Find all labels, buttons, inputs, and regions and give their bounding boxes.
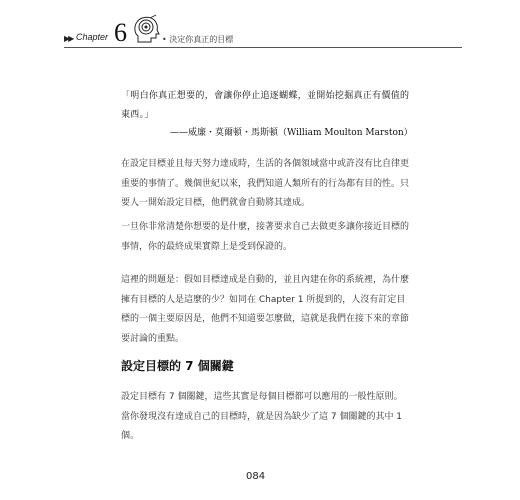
running-header xyxy=(64,14,464,50)
chapter-subtitle: • 決定你真正的目標 xyxy=(162,35,234,44)
quote-attribution: ——威廉・莫爾頓・馬斯頓（William Moulton Marston） xyxy=(170,128,413,138)
chapter-number: 6 xyxy=(114,18,127,47)
page-number: 084 xyxy=(246,471,266,482)
paragraph-1: 在設定目標並且每天努力達成時，生活的各個領域當中或許沒有比自律更重要的事情了。幾個世紀以來，我們知道人類所有的行為都有目的性。只要人一開始設定目標，他們就會自動將其達成。 xyxy=(121,159,410,208)
epigraph-quote: 「明白你真正想要的，會讓你停止追逐蝴蝶，並開始挖掘真正有價值的東西。」 xyxy=(121,91,410,120)
chapter-label: Chapter xyxy=(76,32,109,42)
paragraph-2: 一旦你非常清楚你想要的是什麼，接著要求自己去做更多讓你接近目標的事情，你的最終成果實際上是受到保證的。 xyxy=(121,222,410,252)
target-head-icon xyxy=(132,14,160,44)
header-rule xyxy=(64,47,462,48)
double-arrow-icon: ▶▶ xyxy=(64,34,73,43)
paragraph-3: 這裡的問題是：假如目標達成是自動的，並且內建在你的系統裡，為什麼擁有目標的人是這麼的少？如同在 Chapter 1 所提到的，人沒有訂定目標的一個主要原因是，他們不知道要怎麼做，這就是我們在接下來的章節要討論的重點。 xyxy=(121,275,410,344)
section-heading: 設定目標的 7 個關鍵 xyxy=(121,359,234,373)
section-paragraph: 設定目標有 7 個關鍵，這些其實是每個目標都可以應用的一般性原則。當你發現沒有達成自己的目標時，就是因為缺少了這 7 個關鍵的其中 1 個。 xyxy=(121,392,403,441)
